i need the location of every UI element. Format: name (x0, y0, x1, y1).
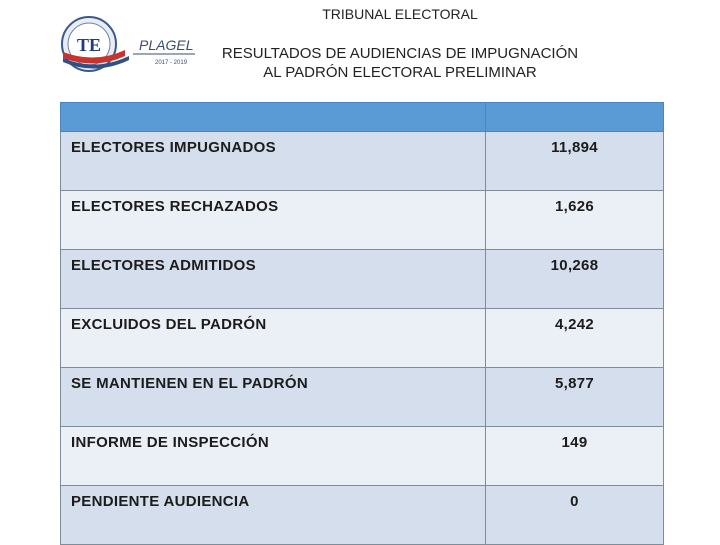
tribunal-electoral-logo (55, 12, 205, 82)
row-value: 5,877 (486, 368, 664, 427)
row-label: PENDIENTE AUDIENCIA (61, 486, 486, 545)
row-value: 0 (486, 486, 664, 545)
table-row (61, 250, 664, 309)
row-label: ELECTORES ADMITIDOS (61, 250, 486, 309)
table-header-row (61, 103, 664, 132)
row-value: 11,894 (486, 132, 664, 191)
results-table (60, 102, 664, 545)
row-value: 1,626 (486, 191, 664, 250)
organization-title: TRIBUNAL ELECTORAL (322, 6, 478, 22)
row-label: ELECTORES RECHAZADOS (61, 191, 486, 250)
row-value: 10,268 (486, 250, 664, 309)
page-header (0, 0, 720, 100)
header-cell-label (61, 103, 486, 132)
row-label: SE MANTIENEN EN EL PADRÓN (61, 368, 486, 427)
report-title-line-1: RESULTADOS DE AUDIENCIAS DE IMPUGNACIÓN (221, 45, 579, 62)
table-row (61, 486, 664, 545)
report-title (200, 44, 600, 82)
header-cell-value (486, 103, 664, 132)
logo-emblem-text: TE (76, 35, 102, 55)
table-row (61, 368, 664, 427)
table-row (61, 191, 664, 250)
table-row (61, 427, 664, 486)
table-row (61, 132, 664, 191)
logo-brand-text: PLAGEL (139, 37, 194, 53)
results-table-container (60, 102, 663, 545)
row-label: ELECTORES IMPUGNADOS (61, 132, 486, 191)
row-label: INFORME DE INSPECCIÓN (61, 427, 486, 486)
table-row (61, 309, 664, 368)
report-title-line-2: AL PADRÓN ELECTORAL PRELIMINAR (263, 64, 537, 81)
logo-period-text: 2017 - 2019 (155, 60, 188, 66)
row-value: 149 (486, 427, 664, 486)
row-label: EXCLUIDOS DEL PADRÓN (61, 309, 486, 368)
row-value: 4,242 (486, 309, 664, 368)
